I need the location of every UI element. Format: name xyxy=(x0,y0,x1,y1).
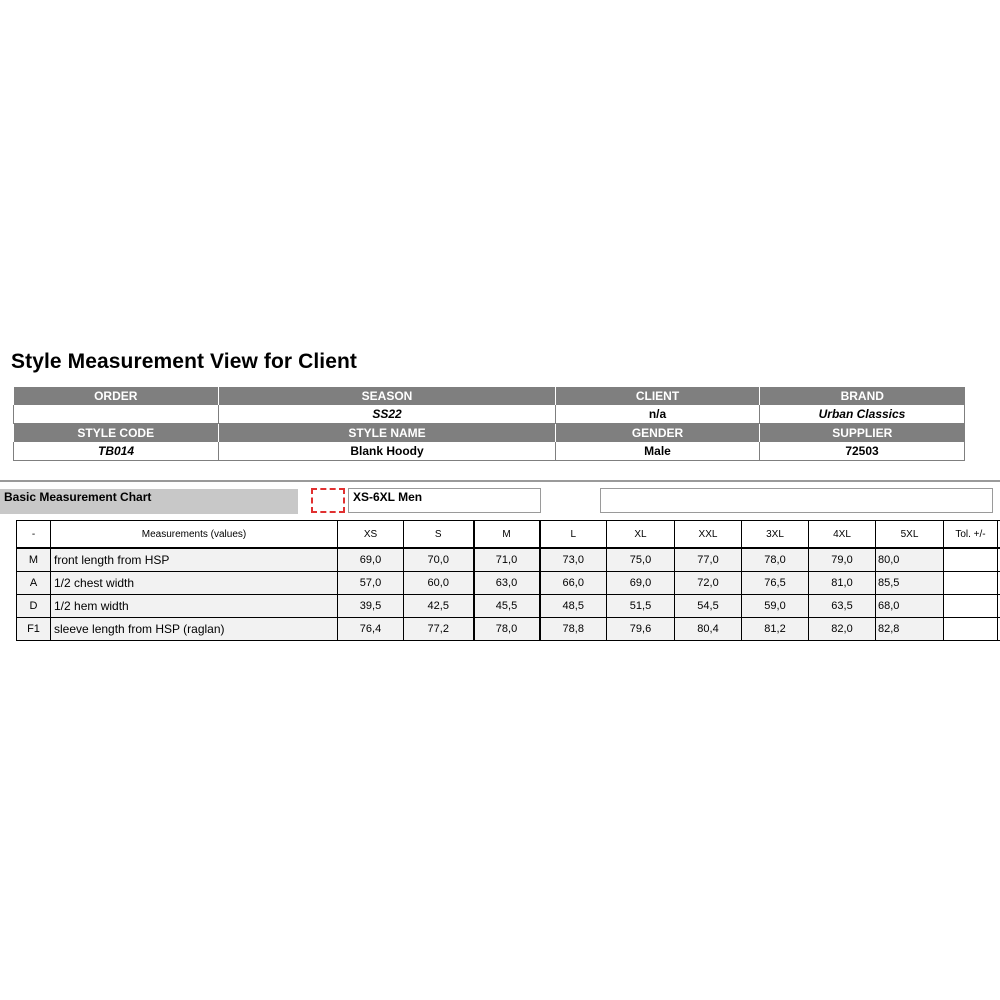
cell-tolerance xyxy=(944,572,998,595)
client-value: n/a xyxy=(556,405,760,424)
row-code: F1 xyxy=(17,618,51,641)
cell-3xl: 78,0 xyxy=(742,548,809,572)
row-measurement-name: front length from HSP xyxy=(51,548,338,572)
size-header-xs: XS xyxy=(338,521,404,549)
size-header-4xl: 4XL xyxy=(809,521,876,549)
cell-xl: 69,0 xyxy=(607,572,675,595)
selection-marker xyxy=(311,488,345,513)
cell-tolerance xyxy=(944,595,998,618)
style-code-value: TB014 xyxy=(14,442,219,461)
supplier-header: SUPPLIER xyxy=(760,424,965,443)
brand-value: Urban Classics xyxy=(760,405,965,424)
style-info-table xyxy=(13,387,965,461)
season-value: SS22 xyxy=(219,405,556,424)
code-column-header: - xyxy=(17,521,51,549)
cell-s: 42,5 xyxy=(404,595,474,618)
table-row xyxy=(17,572,1000,595)
cell-l: 78,8 xyxy=(540,618,607,641)
order-header: ORDER xyxy=(14,387,219,405)
cell-tolerance xyxy=(944,618,998,641)
cell-m: 78,0 xyxy=(474,618,540,641)
cell-3xl: 81,2 xyxy=(742,618,809,641)
cell-4xl: 81,0 xyxy=(809,572,876,595)
gender-value: Male xyxy=(556,442,760,461)
size-header-m: M xyxy=(474,521,540,549)
season-header: SEASON xyxy=(219,387,556,405)
cell-xxl: 80,4 xyxy=(675,618,742,641)
supplier-value: 72503 xyxy=(760,442,965,461)
cell-5xl: 85,5 xyxy=(876,572,944,595)
size-header-s: S xyxy=(404,521,474,549)
cell-xs: 57,0 xyxy=(338,572,404,595)
cell-5xl: 80,0 xyxy=(876,548,944,572)
measurement-table xyxy=(16,520,1000,641)
order-value xyxy=(14,405,219,424)
style-code-header: STYLE CODE xyxy=(14,424,219,443)
cell-xs: 69,0 xyxy=(338,548,404,572)
cell-s: 60,0 xyxy=(404,572,474,595)
measurement-column-header: Measurements (values) xyxy=(51,521,338,549)
row-measurement-name: 1/2 chest width xyxy=(51,572,338,595)
table-row xyxy=(17,595,1000,618)
cell-xs: 76,4 xyxy=(338,618,404,641)
cell-tolerance xyxy=(944,548,998,572)
row-code: M xyxy=(17,548,51,572)
size-header-xl: XL xyxy=(607,521,675,549)
size-header-3xl: 3XL xyxy=(742,521,809,549)
cell-5xl: 68,0 xyxy=(876,595,944,618)
table-header-row xyxy=(17,521,1000,549)
style-name-value: Blank Hoody xyxy=(219,442,556,461)
brand-header: BRAND xyxy=(760,387,965,405)
cell-4xl: 79,0 xyxy=(809,548,876,572)
size-range-field: XS-6XL Men xyxy=(348,488,541,513)
row-code: D xyxy=(17,595,51,618)
notes-field xyxy=(600,488,993,513)
page-title: Style Measurement View for Client xyxy=(11,350,358,373)
cell-3xl: 59,0 xyxy=(742,595,809,618)
cell-xs: 39,5 xyxy=(338,595,404,618)
cell-xxl: 77,0 xyxy=(675,548,742,572)
cell-xxl: 54,5 xyxy=(675,595,742,618)
cell-xxl: 72,0 xyxy=(675,572,742,595)
table-row xyxy=(17,618,1000,641)
table-row xyxy=(17,548,1000,572)
cell-m: 45,5 xyxy=(474,595,540,618)
tolerance-header: Tol. +/- xyxy=(944,521,998,549)
cell-4xl: 82,0 xyxy=(809,618,876,641)
cell-m: 63,0 xyxy=(474,572,540,595)
row-measurement-name: 1/2 hem width xyxy=(51,595,338,618)
cell-xl: 79,6 xyxy=(607,618,675,641)
cell-s: 77,2 xyxy=(404,618,474,641)
cell-5xl: 82,8 xyxy=(876,618,944,641)
size-header-xxl: XXL xyxy=(675,521,742,549)
cell-xl: 51,5 xyxy=(607,595,675,618)
section-divider xyxy=(0,480,1000,482)
cell-4xl: 63,5 xyxy=(809,595,876,618)
cell-l: 48,5 xyxy=(540,595,607,618)
client-header: CLIENT xyxy=(556,387,760,405)
size-header-l: L xyxy=(540,521,607,549)
row-measurement-name: sleeve length from HSP (raglan) xyxy=(51,618,338,641)
cell-s: 70,0 xyxy=(404,548,474,572)
cell-l: 66,0 xyxy=(540,572,607,595)
chart-label: Basic Measurement Chart xyxy=(0,489,298,514)
cell-3xl: 76,5 xyxy=(742,572,809,595)
style-name-header: STYLE NAME xyxy=(219,424,556,443)
row-code: A xyxy=(17,572,51,595)
gender-header: GENDER xyxy=(556,424,760,443)
cell-m: 71,0 xyxy=(474,548,540,572)
cell-xl: 75,0 xyxy=(607,548,675,572)
cell-l: 73,0 xyxy=(540,548,607,572)
size-header-5xl: 5XL xyxy=(876,521,944,549)
